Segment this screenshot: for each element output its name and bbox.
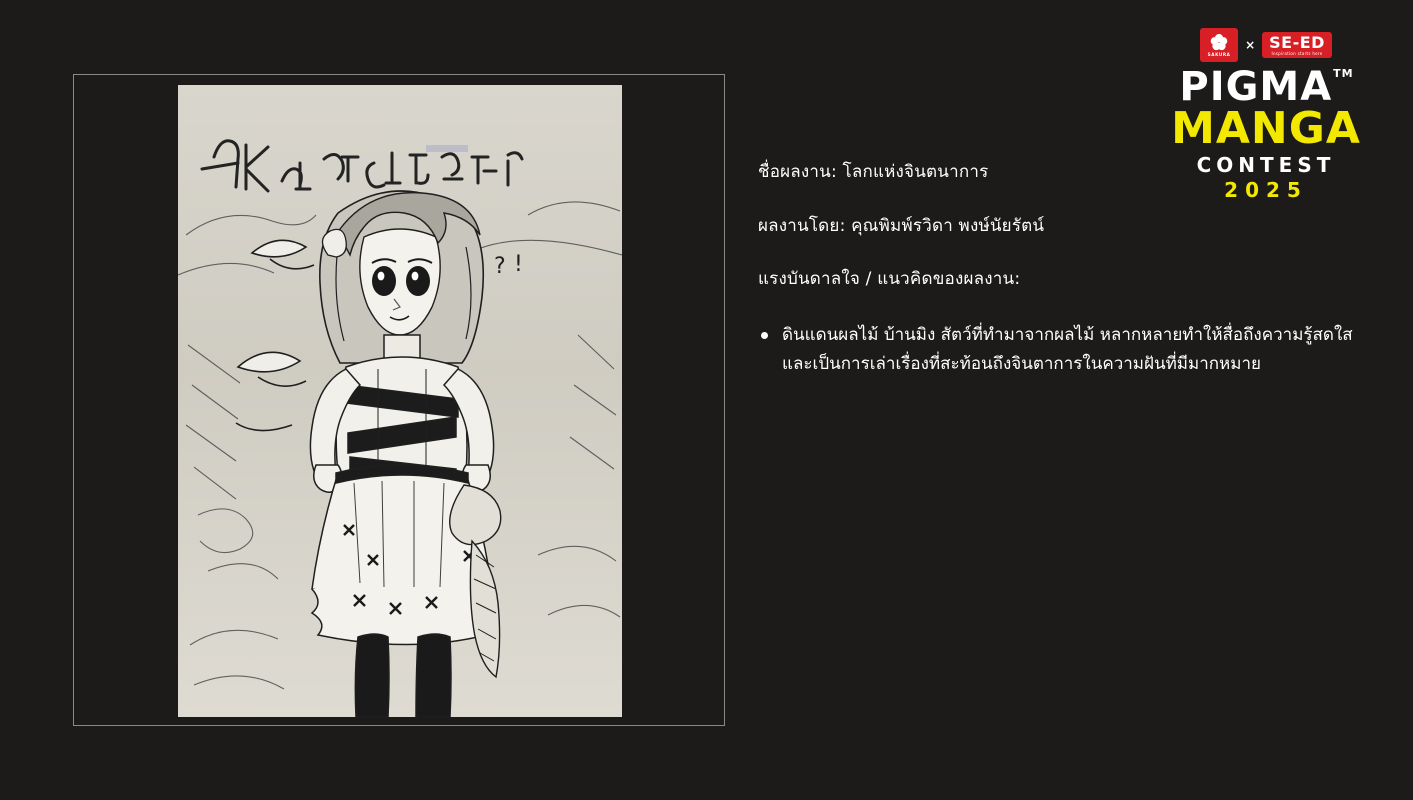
x-symbol: × <box>1245 38 1256 52</box>
artwork-drawing <box>178 85 622 717</box>
seed-wordmark: SE-ED <box>1269 33 1325 52</box>
artwork-image <box>178 85 622 717</box>
pigma-text: PIGMA <box>1179 64 1333 110</box>
manga-wordmark: MANGA <box>1171 103 1361 155</box>
svg-text:?: ? <box>494 254 506 279</box>
sakura-logo-icon <box>1200 28 1238 62</box>
trademark-symbol: TM <box>1333 66 1354 80</box>
seed-logo <box>1262 32 1332 58</box>
artwork-concept-label: แรงบันดาลใจ / แนวคิดของผลงาน: <box>758 269 1021 289</box>
artwork-author-line <box>758 214 1358 240</box>
concept-text: ดินแดนผลไม้ บ้านมิง สัตว์ที่ทำมาจากผลไม้ หลากหลายทำให้สื่อถึงความรู้สดใส และเป็นการเล่าเรื่องที่สะท้อนถึงจินตาการในความฝันที่มีมากหมาย <box>782 324 1353 374</box>
seed-tagline: Inspiration starts here <box>1271 51 1323 56</box>
contest-logo <box>1171 28 1361 203</box>
sakura-flower-icon <box>1211 34 1228 51</box>
list-item <box>758 321 1358 379</box>
artwork-title-value: โลกแห่งจินตนาการ <box>842 162 989 182</box>
bullet-icon <box>761 332 768 339</box>
artwork-author-label: ผลงานโดย: <box>758 215 852 236</box>
concept-list <box>758 321 1358 379</box>
pigma-wordmark <box>1179 64 1354 110</box>
sakura-wordmark: SAKURA <box>1207 52 1231 57</box>
artwork-title-label: ชื่อผลงาน: <box>758 162 843 182</box>
contest-wordmark: CONTEST <box>1196 153 1336 178</box>
artwork-author-value: คุณพิมพ์รวิดา พงษ์นัยรัตน์ <box>851 215 1045 236</box>
brand-row <box>1171 28 1361 62</box>
svg-text:!: ! <box>514 252 523 277</box>
contest-year: 2025 <box>1224 178 1308 203</box>
artwork-panel <box>73 74 725 726</box>
